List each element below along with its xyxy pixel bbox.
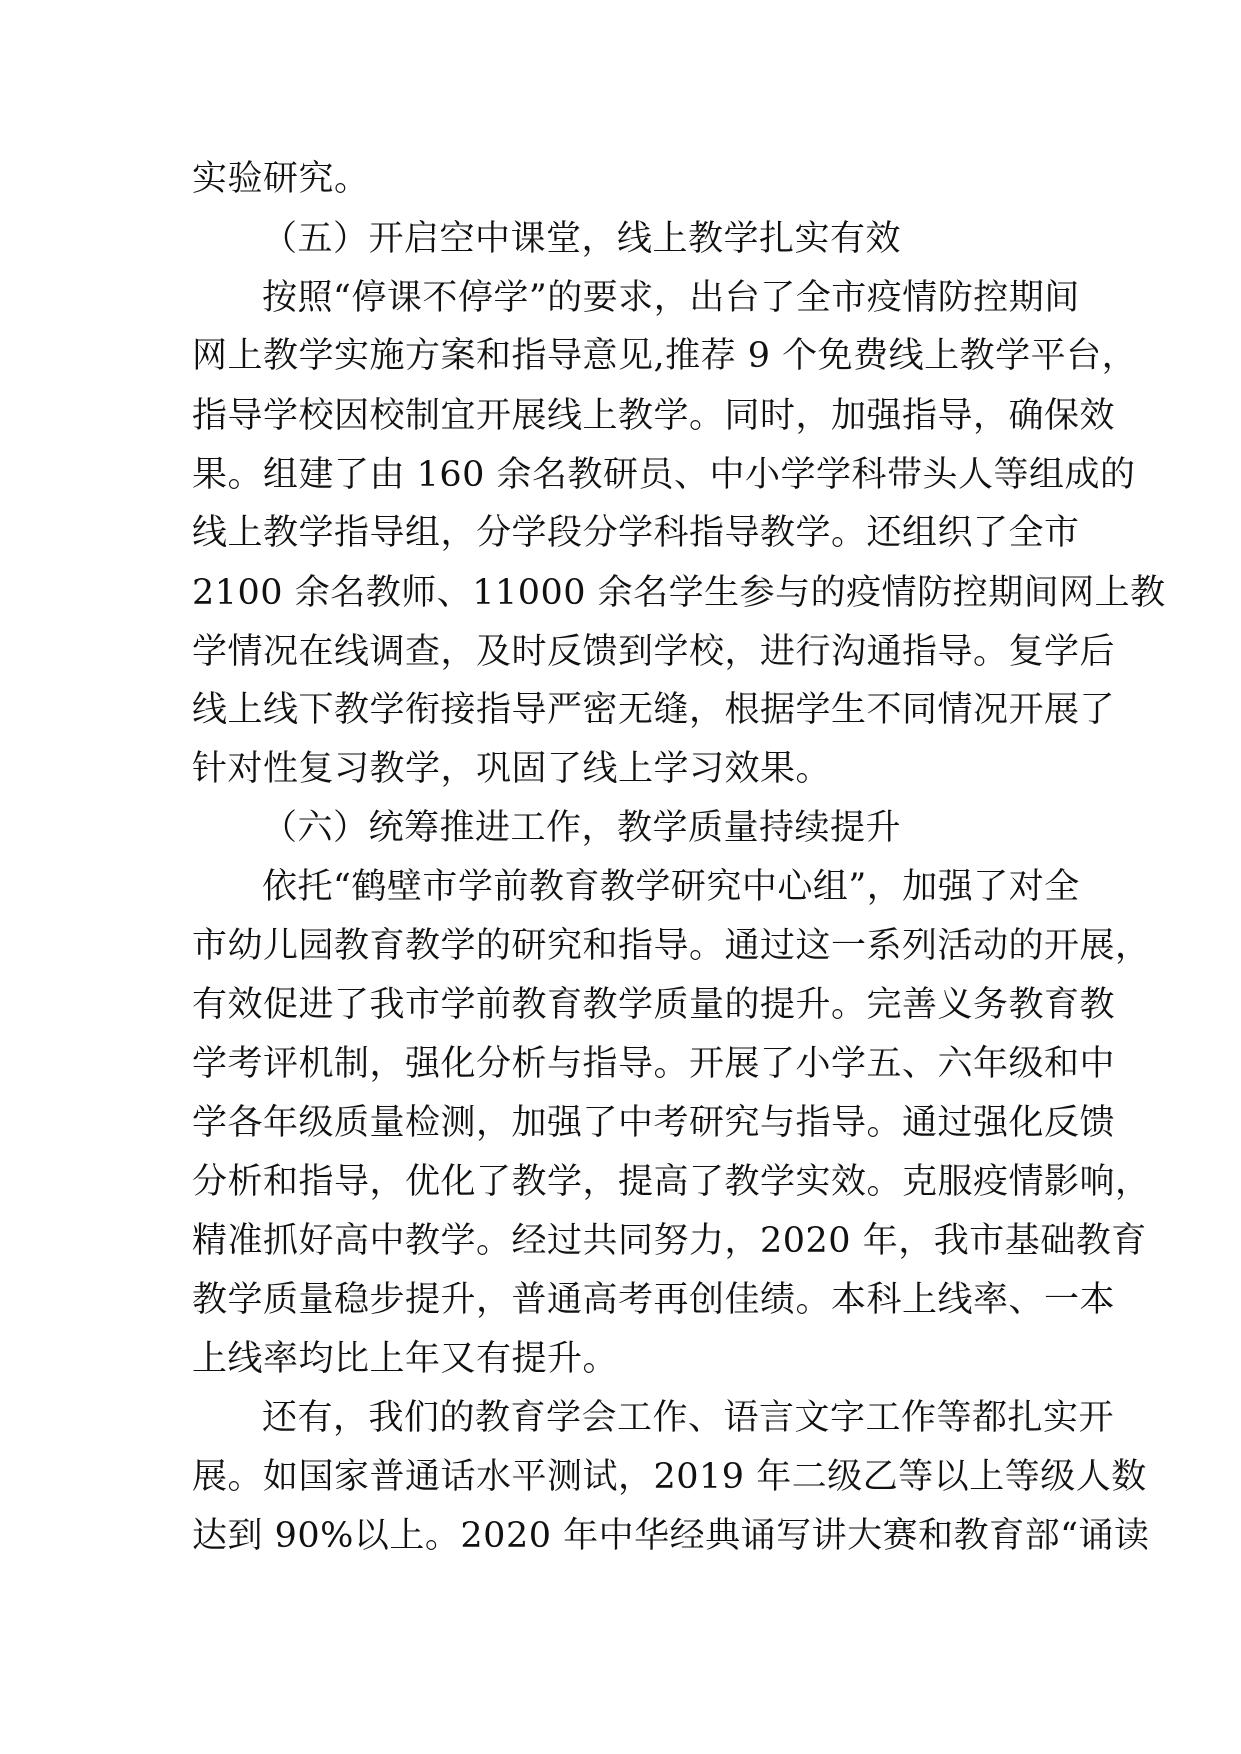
text-line: 精准抓好高中教学。经过共同努力，2020 年，我市基础教育 xyxy=(192,1221,1147,1261)
text-line: 果。组建了由 160 余名教研员、中小学学科带头人等组成的 xyxy=(192,455,1136,495)
text-line: 2100 余名教师、11000 余名学生参与的疫情防控期间网上教 xyxy=(192,573,1166,613)
text-line: 指导学校因校制宜开展线上教学。同时，加强指导，确保效 xyxy=(192,396,1116,436)
text-line: 分析和指导，优化了教学，提高了教学实效。克服疫情影响， xyxy=(192,1162,1151,1202)
text-line: 有效促进了我市学前教育教学质量的提升。完善义务教育教 xyxy=(192,985,1116,1025)
text-line: 还有，我们的教育学会工作、语言文字工作等都扎实开 xyxy=(262,1398,1115,1438)
text-line: 上线率均比上年又有提升。 xyxy=(192,1339,619,1379)
text-line: 线上教学指导组，分学段分学科指导教学。还组织了全市 xyxy=(192,513,1080,553)
text-line: 网上教学实施方案和指导意见,推荐 9 个免费线上教学平台， xyxy=(192,336,1138,376)
text-line: 展。如国家普通话水平测试，2019 年二级乙等以上等级人数 xyxy=(192,1457,1147,1497)
text-line: 市幼儿园教育教学的研究和指导。通过这一系列活动的开展， xyxy=(192,926,1151,966)
text-line: 实验研究。 xyxy=(192,159,370,199)
text-line: 学情况在线调查，及时反馈到学校，进行沟通指导。复学后 xyxy=(192,632,1116,672)
text-line: 针对性复习教学，巩固了线上学习效果。 xyxy=(192,749,832,789)
text-line: 教学质量稳步提升，普通高考再创佳绩。本科上线率、一本 xyxy=(192,1280,1116,1320)
section-heading: （六）统筹推进工作，教学质量持续提升 xyxy=(262,808,902,848)
section-heading: （五）开启空中课堂，线上教学扎实有效 xyxy=(262,219,902,259)
text-line: 学各年级质量检测，加强了中考研究与指导。通过强化反馈 xyxy=(192,1103,1116,1143)
text-line: 依托“鹤壁市学前教育教学研究中心组”，加强了对全 xyxy=(262,867,1080,907)
text-line: 达到 90%以上。2020 年中华经典诵写讲大赛和教育部“诵读 xyxy=(192,1516,1150,1556)
text-line: 线上线下教学衔接指导严密无缝，根据学生不同情况开展了 xyxy=(192,690,1116,730)
text-line: 按照“停课不停学”的要求，出台了全市疫情防控期间 xyxy=(262,278,1080,318)
text-line: 学考评机制，强化分析与指导。开展了小学五、六年级和中 xyxy=(192,1044,1116,1084)
